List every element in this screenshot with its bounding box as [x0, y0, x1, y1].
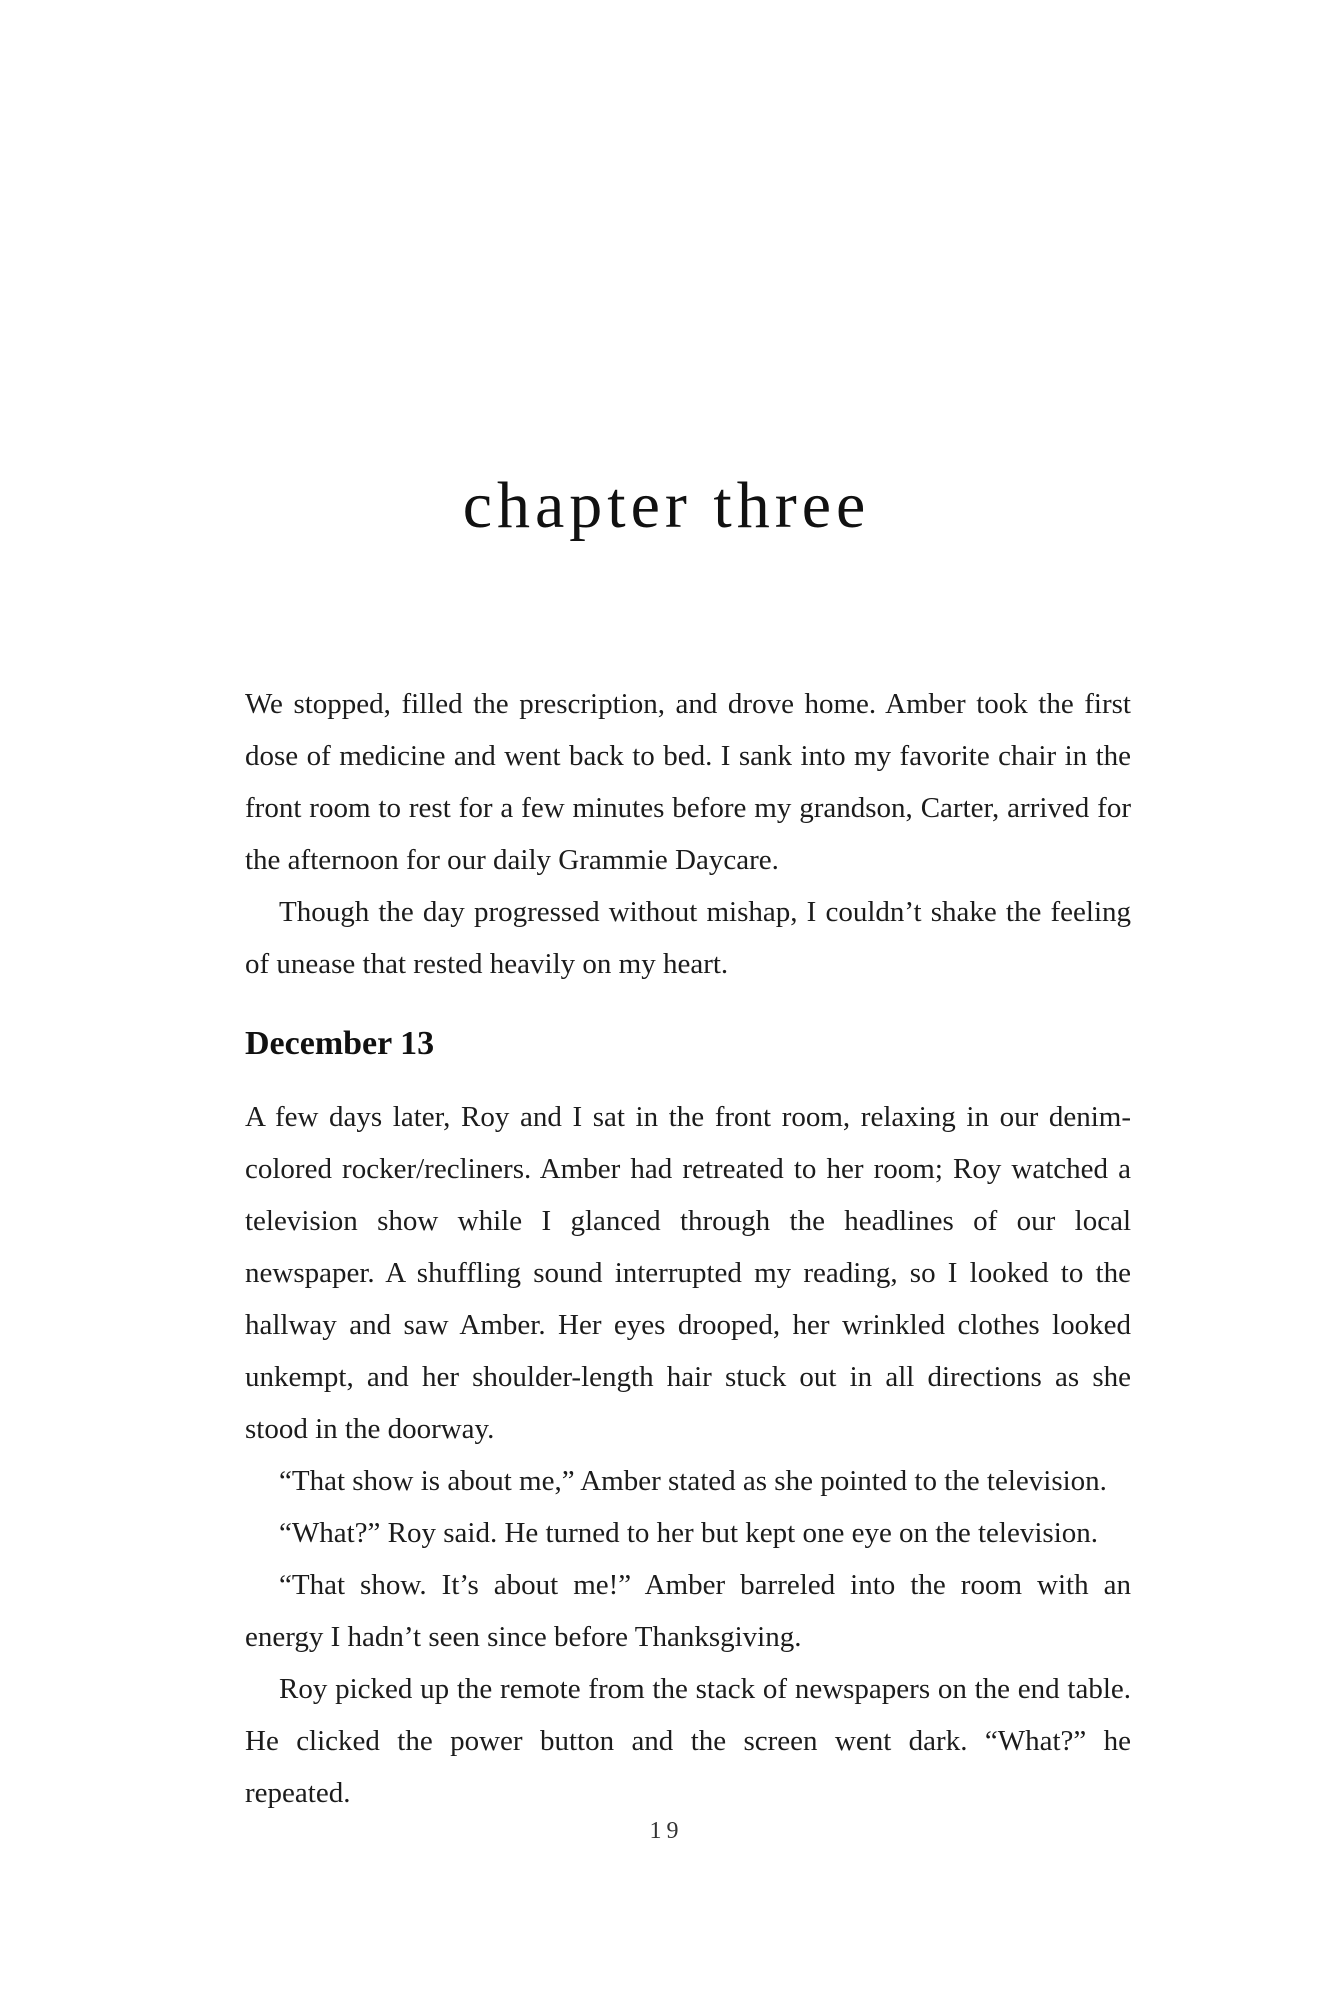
paragraph: “That show is about me,” Amber stated as she pointed to the television.	[279, 1465, 1107, 1497]
paragraph: “That show. It’s about me!” Amber barreled into the room with an energy I hadn’t seen since before Thanksgiving.	[245, 1569, 1131, 1653]
paragraph: We stopped, filled the prescription, and drove home. Amber took the first dose of medicine and went back to bed. I sank into my favorite chair in the front room to rest for a few minutes before my grandson, Carter, arrived for the afternoon for our daily Grammie Daycare.	[245, 688, 1131, 876]
paragraph: A few days later, Roy and I sat in the front room, relaxing in our denim-colored rocker/recliners. Amber had retreated to her room; Roy watched a television show while I glanced through the headlines of our local newspaper. A shuffling sound interrupted my reading, so I looked to the hallway and saw Amber. Her eyes drooped, her wrinkled clothes looked unkempt, and her shoulder-length hair stuck out in all directions as she stood in the doorway.	[245, 1101, 1131, 1445]
paragraph: “What?” Roy said. He turned to her but kept one eye on the television.	[279, 1517, 1098, 1549]
section-text	[245, 1091, 1131, 1819]
chapter-title: chapter three	[462, 469, 871, 542]
page-number: 19	[649, 1818, 684, 1844]
paragraph: Though the day progressed without mishap, I couldn’t shake the feeling of unease that rested heavily on my heart.	[245, 896, 1131, 980]
section-heading: December 13	[245, 1025, 435, 1062]
intro-text	[245, 678, 1131, 990]
paragraph: Roy picked up the remote from the stack of newspapers on the end table. He clicked the power button and the screen went dark. “What?” he repeated.	[245, 1673, 1131, 1809]
